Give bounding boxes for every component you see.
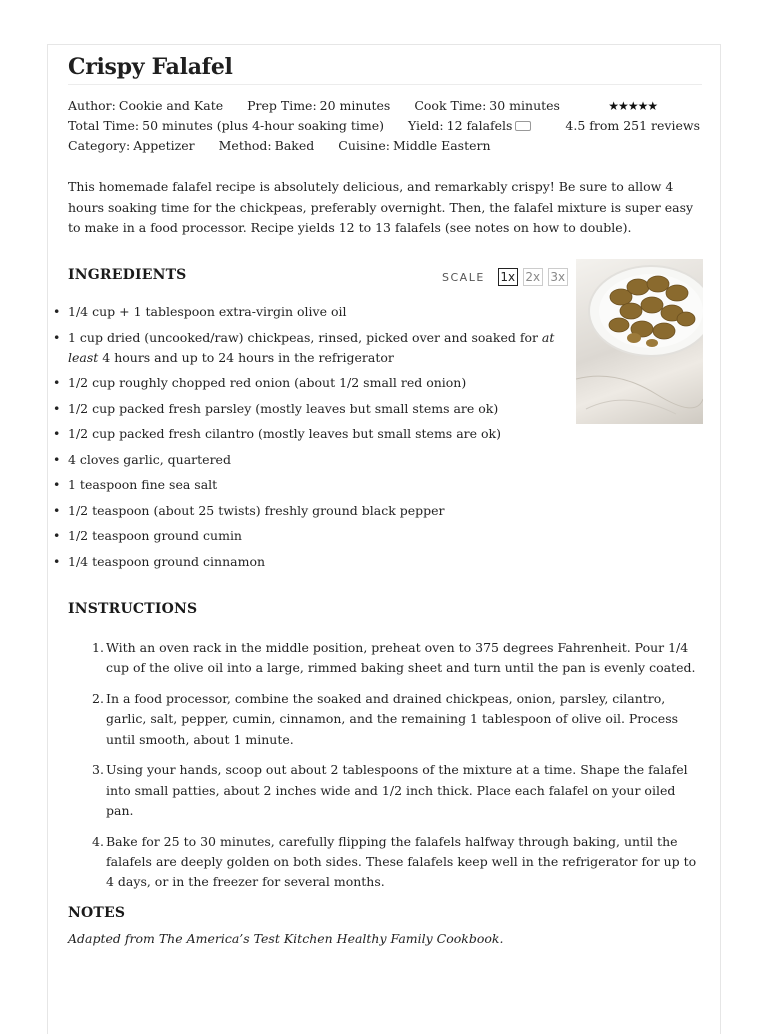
cuisine-label: Cuisine:: [338, 138, 390, 153]
prep-time-value: 20 minutes: [319, 98, 391, 113]
ingredient-item: • 1/2 cup packed fresh cilantro (mostly leaves but small stems are ok): [68, 424, 568, 444]
falafel-plate-image: [576, 259, 703, 424]
step-number: 1.: [92, 640, 104, 655]
cook-time-meta: [414, 98, 570, 113]
author-label: Author:: [68, 98, 116, 113]
category-meta: [68, 138, 205, 153]
method-value: Baked: [274, 138, 315, 153]
scale-control: [442, 268, 568, 286]
recipe-summary: This homemade falafel recipe is absolutely delicious, and remarkably crispy! Be sure to allow 4 hours soaking time for the chickpeas, preferably overnight. Then, the falafel mixture is super easy to make in a food processor. Recipe yields 12 to 13 falafels (see notes on how to double).: [68, 179, 694, 235]
author-meta: [68, 98, 233, 113]
cuisine-value: Middle Eastern: [392, 138, 491, 153]
total-time-label: Total Time:: [68, 118, 140, 133]
step-number: 3.: [92, 762, 104, 778]
ingredient-emphasis: at least: [68, 329, 555, 365]
ingredient-item: • 1/2 cup roughly chopped red onion (about 1/2 small red onion): [68, 373, 568, 393]
total-time-meta: [68, 118, 394, 133]
ingredient-item: • 1 teaspoon fine sea salt: [68, 475, 568, 495]
recipe-photo: [576, 259, 703, 424]
scale-2x-button[interactable]: 2x: [523, 268, 543, 286]
scale-1x-button[interactable]: 1x: [498, 268, 518, 286]
scale-label: SCALE: [442, 270, 485, 284]
ingredient-item: • 1/2 teaspoon (about 25 twists) freshly ground black pepper: [68, 501, 568, 521]
instructions-heading: INSTRUCTIONS: [68, 601, 198, 617]
cook-time-value: 30 minutes: [489, 98, 560, 113]
step-number: 2.: [92, 691, 104, 707]
rating-stars[interactable]: ★★★★★: [608, 99, 658, 113]
yield-value: 12 falafels: [446, 118, 513, 133]
total-time-value: 50 minutes (plus 4-hour soaking time): [142, 118, 384, 133]
recipe-rating[interactable]: [565, 96, 700, 136]
cook-time-label: Cook Time:: [414, 98, 487, 113]
method-label: Method:: [218, 138, 272, 153]
author-value: Cookie and Kate: [118, 98, 224, 113]
method-meta: [219, 138, 325, 153]
yield-meta: [408, 118, 542, 133]
ingredients-list: [68, 302, 568, 577]
ingredient-item: [68, 328, 568, 368]
ingredient-item: • 1/2 teaspoon ground cumin: [68, 526, 568, 546]
recipe-title: Crispy Falafel: [68, 54, 702, 85]
instruction-text: In a food processor, combine the soaked and drained chickpeas, onion, parsley, cilantro, garlic, salt, pepper, cumin, cinnamon, and the remaining 1 tablespoon of olive oil. Process until smooth, about 1 minute.: [106, 691, 679, 747]
ingredients-heading: INGREDIENTS: [68, 267, 187, 283]
instruction-text: Using your hands, scoop out about 2 tablespoons of the mixture at a time. Shape the falafel into small patties, about 2 inches wide and 1/2 inch thick. Place each falafel on your oiled pan.: [106, 762, 688, 819]
instruction-step: [92, 832, 702, 893]
yield-label: Yield:: [407, 118, 444, 133]
instruction-step: [92, 760, 702, 821]
servings-adjust-icon[interactable]: [515, 121, 531, 131]
category-label: Category:: [68, 138, 131, 153]
ingredient-item: • 1/2 cup packed fresh parsley (mostly leaves but small stems are ok): [68, 399, 568, 419]
prep-time-label: Prep Time:: [247, 98, 317, 113]
instruction-text: With an oven rack in the middle position, preheat oven to 375 degrees Fahrenheit. Pour 1/4 cup of the olive oil into a large, rimmed baking sheet and turn until the pan is evenly coated.: [106, 640, 696, 676]
instructions-list: [92, 638, 702, 903]
recipe-meta: [68, 96, 580, 156]
cuisine-meta: [338, 138, 500, 153]
recipe-notes: Adapted from The America’s Test Kitchen Healthy Family Cookbook.: [68, 931, 504, 946]
ingredient-item: • 4 cloves garlic, quartered: [68, 450, 568, 470]
rating-text: 4.5 from 251 reviews: [565, 118, 700, 133]
scale-3x-button[interactable]: 3x: [548, 268, 568, 286]
category-value: Appetizer: [133, 138, 195, 153]
prep-time-meta: [247, 98, 400, 113]
notes-heading: NOTES: [68, 905, 126, 921]
instruction-step: [92, 689, 702, 750]
recipe-card: [47, 44, 721, 1034]
ingredient-text: 4 hours and up to 24 hours in the refrigerator: [98, 349, 394, 365]
instruction-text: Bake for 25 to 30 minutes, carefully flipping the falafels halfway through baking, until the falafels are deeply golden on both sides. These falafels keep well in the refrigerator for up to 4 days, or in the freezer for several months.: [106, 833, 697, 890]
instruction-step: [92, 638, 702, 679]
ingredient-item: • 1/4 teaspoon ground cinnamon: [68, 552, 568, 572]
ingredient-item: • 1/4 cup + 1 tablespoon extra-virgin olive oil: [68, 302, 568, 322]
step-number: 4.: [92, 833, 104, 849]
ingredient-text: 1 cup dried (uncooked/raw) chickpeas, rinsed, picked over and soaked for: [68, 329, 542, 345]
